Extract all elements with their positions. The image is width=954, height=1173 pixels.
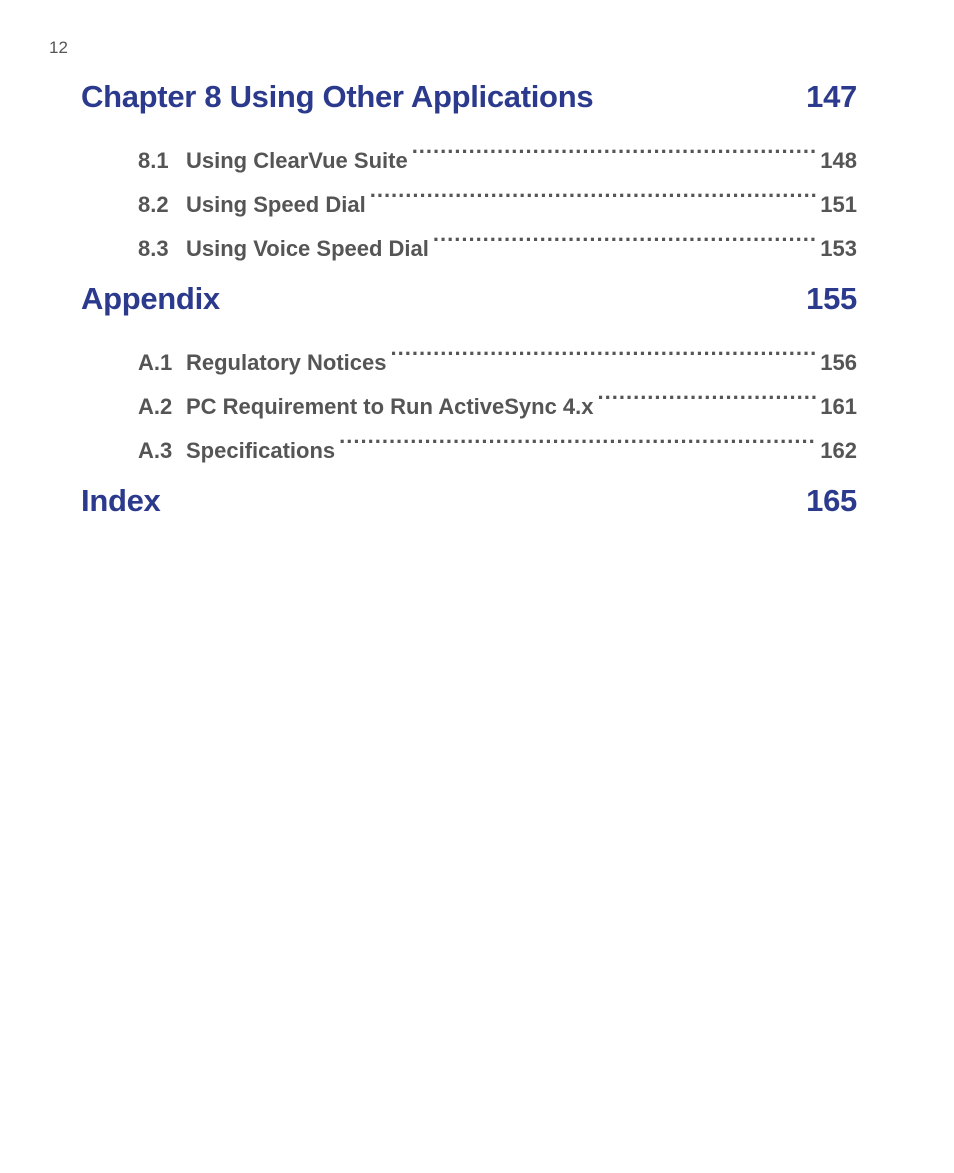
entry-page-number: 148 (820, 148, 857, 173)
chapter-title: Chapter 8 Using Other Applications (81, 79, 594, 114)
toc-chapter-heading[interactable] (81, 478, 857, 524)
dot-leader (339, 414, 816, 458)
entry-title: Using Voice Speed Dial (186, 236, 429, 261)
entry-number: A.1 (138, 350, 173, 375)
dot-leader (370, 168, 817, 212)
table-of-contents (81, 74, 857, 544)
entry-page-number: 162 (820, 438, 857, 463)
toc-entry-a-1[interactable] (138, 326, 857, 375)
toc-entries (81, 326, 857, 463)
dot-leader (433, 212, 816, 256)
entry-page-number: 153 (820, 236, 857, 261)
dot-leader (391, 326, 817, 370)
chapter-page-number: 147 (806, 79, 857, 114)
entry-number: 8.2 (138, 192, 169, 217)
dot-leader (412, 124, 817, 168)
page-number: 12 (49, 38, 68, 57)
toc-chapter-heading[interactable] (81, 74, 857, 120)
entry-number: 8.3 (138, 236, 169, 261)
toc-chapter-heading[interactable] (81, 276, 857, 322)
toc-section-index (81, 478, 857, 524)
toc-section-chapter-8 (81, 74, 857, 261)
dot-leader (598, 370, 817, 414)
chapter-title: Appendix (81, 281, 220, 316)
entry-page-number: 151 (820, 192, 857, 217)
entry-title: PC Requirement to Run ActiveSync 4.x (186, 394, 594, 419)
entry-number: A.2 (138, 394, 173, 419)
entry-title: Using Speed Dial (186, 192, 366, 217)
entry-number: 8.1 (138, 148, 169, 173)
chapter-page-number: 165 (806, 483, 857, 518)
toc-entry-8-1[interactable] (138, 124, 857, 173)
chapter-title: Index (81, 483, 161, 518)
entry-page-number: 161 (820, 394, 857, 419)
entry-title: Using ClearVue Suite (186, 148, 408, 173)
entry-title: Specifications (186, 438, 336, 463)
entry-page-number: 156 (820, 350, 857, 375)
chapter-page-number: 155 (806, 281, 857, 316)
toc-entries (81, 124, 857, 261)
entry-number: A.3 (138, 438, 173, 463)
entry-title: Regulatory Notices (186, 350, 387, 375)
toc-section-appendix (81, 276, 857, 463)
